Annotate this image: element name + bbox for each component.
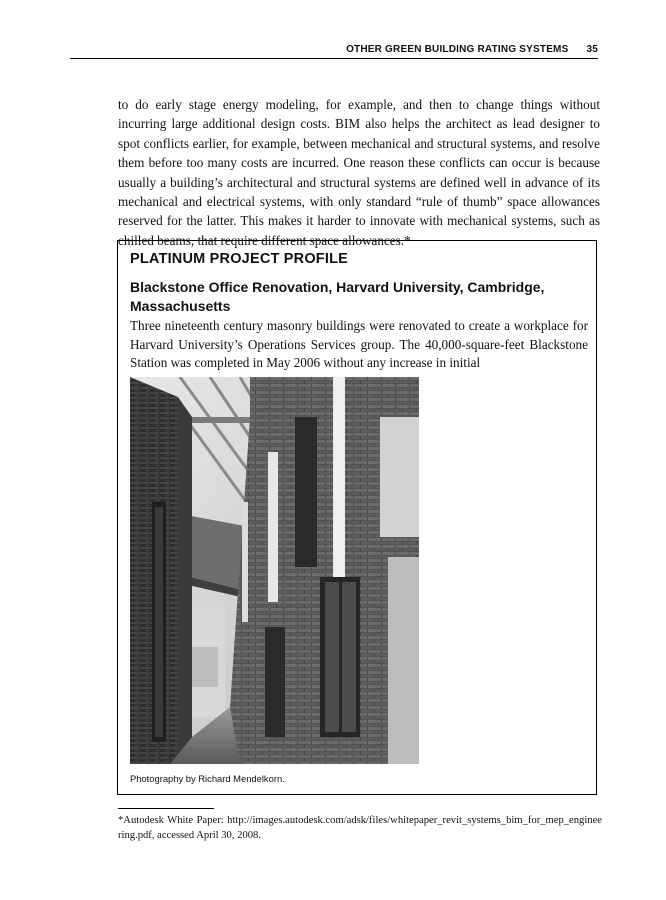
page-number: 35 <box>586 44 598 55</box>
profile-heading: PLATINUM PROJECT PROFILE <box>130 251 349 267</box>
running-title: OTHER GREEN BUILDING RATING SYSTEMS <box>346 44 569 55</box>
footnote: *Autodesk White Paper: http://images.autodesk.com/adsk/files/whitepaper_revit_systems_bim_for_mep_engineering.pdf, accessed April 30, 2008. <box>118 815 602 841</box>
project-profile-box <box>117 240 597 795</box>
brick-alley-photo-illustration <box>130 377 419 764</box>
header-rule <box>70 58 598 59</box>
profile-subheading: Blackstone Office Renovation, Harvard University, Cambridge, Massachusetts <box>130 279 545 314</box>
footnote-rule <box>118 808 214 809</box>
body-paragraph: to do early stage energy modeling, for example, and then to change things without incurring large additional design costs. BIM also helps the architect as lead designer to spot conflicts earlier, for example, between mechanical and structural systems, and resolve them before too many costs are incurred. One reason these conflicts can occur is because usually a building’s architectural and structural systems are defined well in advance of its mechanical and electrical systems, with only standard “rule of thumb” space allowances reserved for the latter. This makes it harder to innovate with mechanical systems, such as chilled beams, that require different space allowances.* <box>118 97 600 248</box>
photo-caption: Photography by Richard Mendelkorn. <box>130 773 285 784</box>
profile-text: Three nineteenth century masonry buildings were renovated to create a workplace for Harvard University’s Operations Services group. The 40,000-square-feet Blackstone Station was completed in May 2006 without any increase in initial <box>130 318 588 371</box>
building-photo <box>130 377 419 764</box>
